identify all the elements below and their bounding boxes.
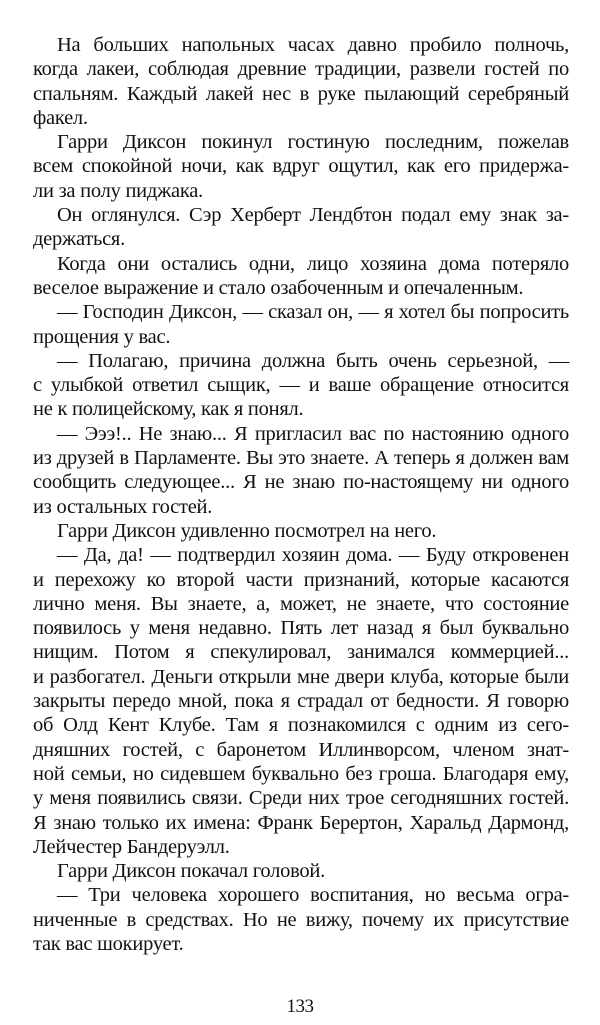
book-page-body <box>33 33 569 956</box>
text-line: На больших напольных часах давно пробило полночь, <box>57 34 569 56</box>
text-line: дняшних гостей, с баронетом Иллинворсом, членом знат- <box>33 738 569 761</box>
text-line: Гарри Диксон удивленно посмотрел на него. <box>57 519 437 542</box>
text-line: и разбогател. Деньги открыли мне двери клуба, которые были <box>33 665 569 688</box>
text-line: прощения у вас. <box>33 325 171 348</box>
text-line: нищим. Потом я спекулировал, занимался коммерцией... <box>33 641 569 664</box>
text-line: Гарри Диксон покачал головой. <box>57 860 325 883</box>
text-line: Лейчестер Бандеруэлл. <box>33 835 230 858</box>
text-line: Когда они остались одни, лицо хозяина дома потеряло <box>57 252 569 275</box>
text-line: из остальных гостей. <box>33 495 213 518</box>
text-line: когда лакеи, соблюдая древние традиции, развели гостей по <box>33 58 569 81</box>
text-line: не к полицейскому, как я понял. <box>33 398 304 421</box>
text-line: — Господин Диксон, — сказал он, — я хотел бы попросить <box>57 301 569 324</box>
text-line: факел. <box>33 106 88 129</box>
text-line: — Полагаю, причина должна быть очень серьезной, — <box>57 349 569 372</box>
text-line: у меня появились связи. Среди них трое сегодняшних гостей. <box>33 787 569 810</box>
text-line: всем спокойной ночи, как вдруг ощутил, как его придержа- <box>33 155 569 178</box>
text-line: — Эээ!.. Не знаю... Я пригласил вас по настоянию одного <box>57 422 569 445</box>
text-line: и перехожу ко второй части признаний, которые касаются <box>33 568 569 591</box>
text-line: Он оглянулся. Сэр Херберт Лендбтон подал ему знак за- <box>57 204 569 227</box>
text-line: ли за полу пиджака. <box>33 179 203 202</box>
text-line: так вас шокирует. <box>33 932 184 955</box>
text-line: держаться. <box>33 228 125 251</box>
text-line: Гарри Диксон покинул гостиную последним, пожелав <box>57 131 569 154</box>
text-line: веселое выражение и стало озабоченным и опечаленным. <box>33 276 524 299</box>
text-line: из друзей в Парламенте. Вы это знаете. А теперь я должен вам <box>33 447 569 470</box>
text-line: ниченные в средствах. Но не вижу, почему их присутствие <box>33 908 569 931</box>
text-line: появилось у меня недавно. Пять лет назад я был буквально <box>33 617 569 640</box>
text-line: с улыбкой ответил сыщик, — и ваше обращение относится <box>33 374 569 397</box>
text-line: — Да, да! — подтвердил хозяин дома. — Буду откровенен <box>57 544 569 567</box>
text-line: спальням. Каждый лакей нес в руке пылающий серебряный <box>33 82 569 105</box>
text-line: лично меня. Вы знаете, а, может, не знаете, что состояние <box>33 592 569 615</box>
text-line: сообщить следующее... Я не знаю по-настоящему ни одного <box>33 471 569 494</box>
text-line: Я знаю только их имена: Франк Берертон, Харальд Дармонд, <box>33 811 569 834</box>
page-number: 133 <box>286 996 314 1017</box>
text-line: ной семьи, но сидевшем буквально без гроша. Благодаря ему, <box>33 762 569 785</box>
text-line: закрыты передо мной, пока я страдал от бедности. Я говорю <box>33 690 569 713</box>
text-line: об Олд Кент Клубе. Там я познакомился с одним из сего- <box>33 714 569 737</box>
text-line: — Три человека хорошего воспитания, но весьма огра- <box>57 884 569 907</box>
